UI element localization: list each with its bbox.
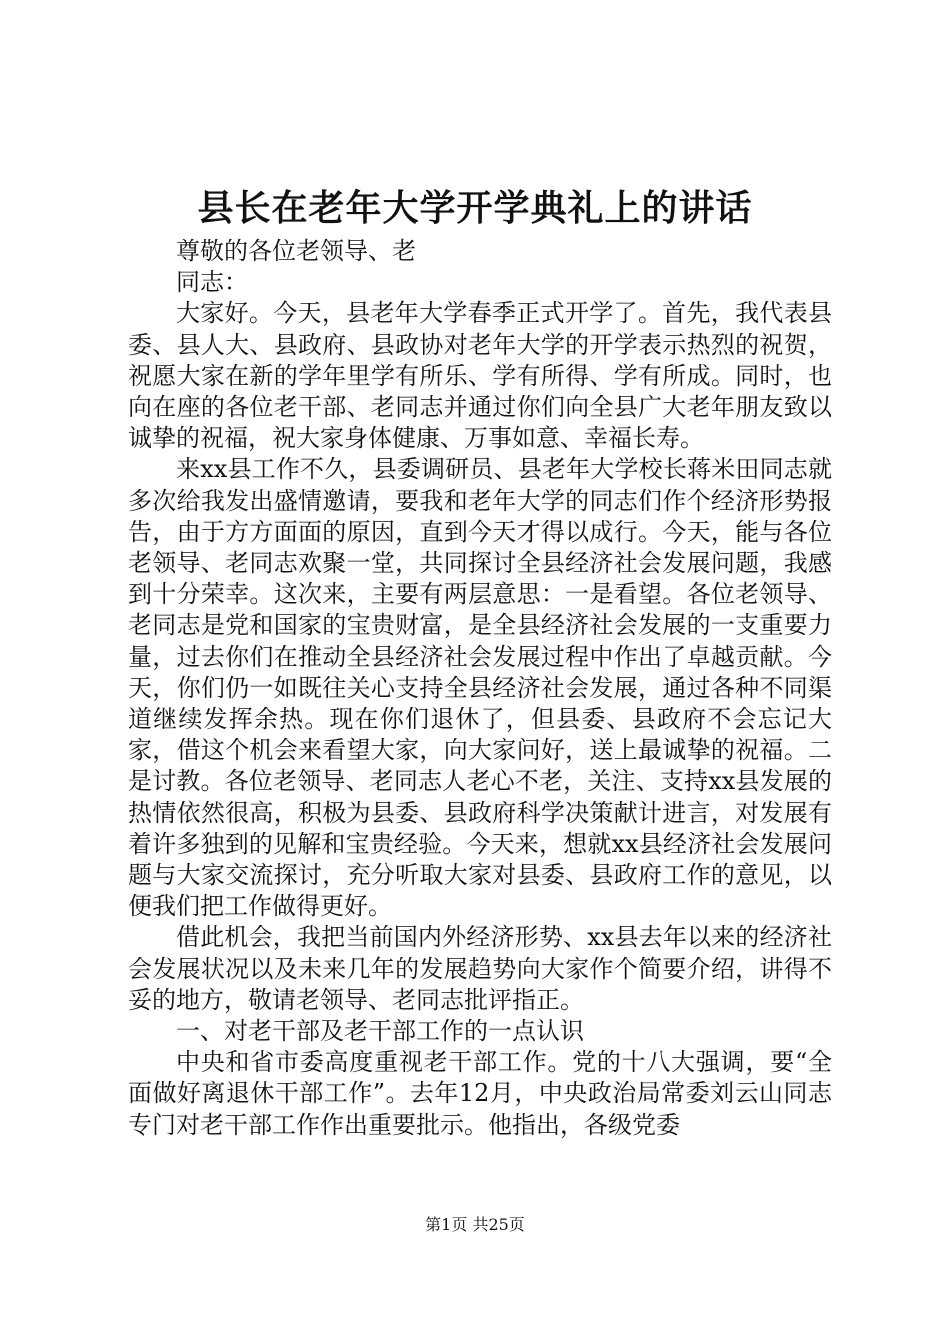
section-heading-1: 一、对老干部及老干部工作的一点认识 [176,1017,584,1046]
page-footer: 第1页 共25页 [425,1215,525,1234]
paragraph-section-1: 中央和省市委高度重视老干部工作。党的十八大强调，要“全面做好离退休干部工作”。去年12月，中央政治局常委刘云山同志专门对老干部工作作出重要批示。他指出，各级党委 [128,1048,832,1139]
paragraph-purpose: 来xx县工作不久，县委调研员、县老年大学校长蒋米田同志就多次给我发出盛情邀请，要我和老年大学的同志们作个经济形势报告，由于方方面面的原因，直到今天才得以成行。今天，能与各位老领导、老同志欢聚一堂，共同探讨全县经济社会发展问题，我感到十分荣幸。这次来，主要有两层意思：一是看望。各位老领导、老同志是党和国家的宝贵财富，是全县经济社会发展的一支重要力量，过去你们在推动全县经济社会发展过程中作出了卓越贡献。今天，你们仍一如既往关心支持全县经济社会发展，通过各种不同渠道继续发挥余热。现在你们退休了，但县委、县政府不会忘记大家，借这个机会来看望大家，向大家问好，送上最诚挚的祝福。二是讨教。各位老领导、老同志人老心不老，关注、支持xx县发展的热情依然很高，积极为县委、县政府科学决策献计进言，对发展有着许多独到的见解和宝贵经验。今天来，想就xx县经济社会发展问题与大家交流探讨，充分听取大家对县委、县政府工作的意见，以便我们把工作做得更好。 [128,455,832,921]
paragraph-introduction: 借此机会，我把当前国内外经济形势、xx县去年以来的经济社会发展状况以及未来几年的发展趋势向大家作个简要介绍，讲得不妥的地方，敬请老领导、老同志批评指正。 [128,923,832,1014]
salutation-line-1: 尊敬的各位老领导、老 [176,237,416,265]
document-body [128,236,832,1141]
salutation-line-2: 同志： [176,268,248,297]
document-title: 县长在老年大学开学典礼上的讲话 [197,187,753,229]
paragraph-greeting: 大家好。今天，县老年大学春季正式开学了。首先，我代表县委、县人大、县政府、县政协对老年大学的开学表示热烈的祝贺，祝愿大家在新的学年里学有所乐、学有所得、学有所成。同时，也向在座的各位老干部、老同志并通过你们向全县广大老年朋友致以诚挚的祝福，祝大家身体健康、万事如意、幸福长寿。 [128,299,832,453]
